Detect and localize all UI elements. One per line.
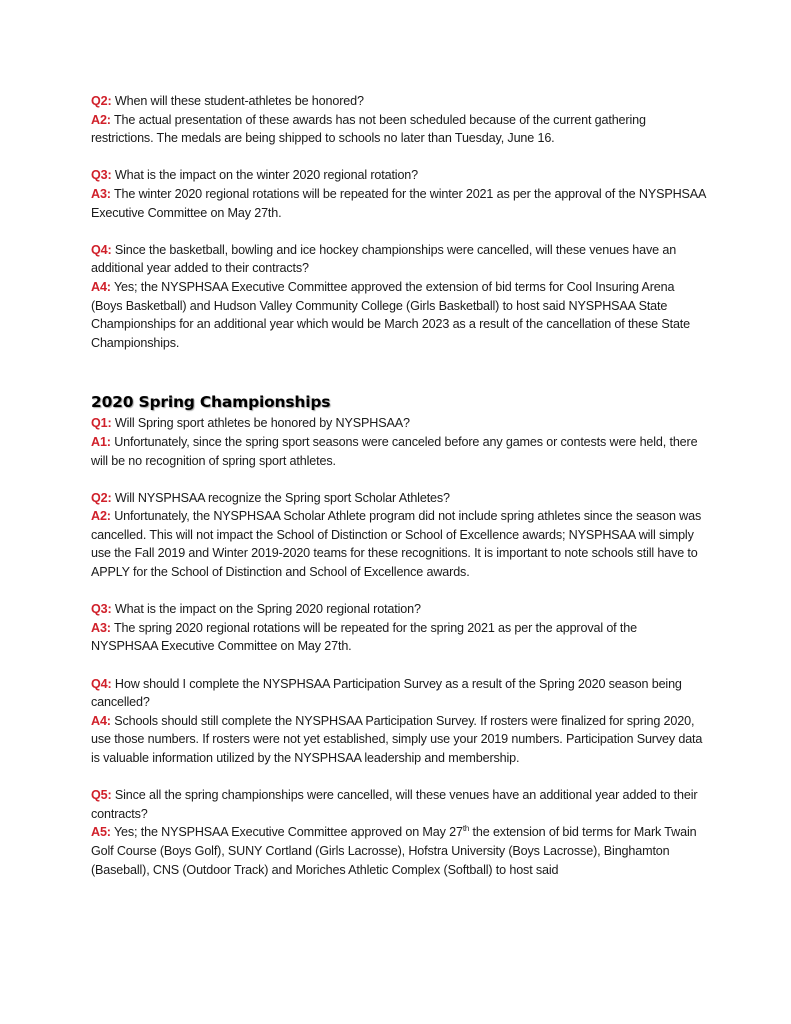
question xyxy=(91,166,706,185)
question-label: Q4: xyxy=(91,676,112,691)
answer-text: Unfortunately, since the spring sport seasons were canceled before any games or contests were held, there will be no recognition of spring sport athletes. xyxy=(91,434,698,468)
question-text: Since the basketball, bowling and ice hockey championships were cancelled, will these venues have an additional year added to their contracts? xyxy=(91,242,677,276)
question xyxy=(91,489,706,508)
answer-text: The spring 2020 regional rotations will be repeated for the spring 2021 as per the approval of the NYSPHSAA Executive Committee on May 27th. xyxy=(91,620,637,654)
answer xyxy=(91,823,706,879)
answer-label: A4: xyxy=(91,713,111,728)
answer-text-part2: the extension of bid terms for Mark Twain Golf Course (Boys Golf), SUNY Cortland (Girls Lacrosse), Hofstra University (Boys Lacrosse), Binghamton (Baseball), CNS (Outdoor Track) and Moriches Athletic Complex (Softball) to host said xyxy=(91,825,697,877)
answer-text: The actual presentation of these awards has not been scheduled because of the current gathering restrictions. The medals are being shipped to schools no later than Tuesday, June 16. xyxy=(91,112,646,146)
answer xyxy=(91,185,706,222)
section-heading-spring: 2020 Spring Championships xyxy=(91,393,331,412)
question xyxy=(91,786,706,823)
question-text: How should I complete the NYSPHSAA Participation Survey as a result of the Spring 2020 season being cancelled? xyxy=(91,676,682,710)
question-label: Q1: xyxy=(91,416,112,431)
answer-label: A1: xyxy=(91,434,111,449)
answer xyxy=(91,507,706,581)
answer-text: Yes; the NYSPHSAA Executive Committee approved the extension of bid terms for Cool Insuring Arena (Boys Basketball) and Hudson Valley Community College (Girls Basketball) to host said NYSPHSAA State Championships for an additional year which would be March 2023 as a result of the cancellation of these State Championships. xyxy=(91,279,691,350)
question-label: Q4: xyxy=(91,242,112,257)
answer xyxy=(91,278,706,352)
answer-text: Unfortunately, the NYSPHSAA Scholar Athlete program did not include spring athletes since the season was cancelled. This will not impact the School of Distinction or School of Excellence awards; NYSPHSAA will simply use the Fall 2019 and Winter 2019-2020 teams for these recognitions. It is important to note schools still have to APPLY for the School of Distinction and School of Excellence awards. xyxy=(91,509,702,580)
question-label: Q3: xyxy=(91,168,112,183)
question-text: Will NYSPHSAA recognize the Spring sport Scholar Athletes? xyxy=(111,490,450,505)
answer-label: A5: xyxy=(91,825,111,840)
answer-label: A3: xyxy=(91,186,111,201)
question-text: Will Spring sport athletes be honored by NYSPHSAA? xyxy=(111,416,410,431)
answer-label: A3: xyxy=(91,620,111,635)
answer-label: A2: xyxy=(91,112,111,127)
answer-label: A4: xyxy=(91,279,111,294)
question xyxy=(91,600,706,619)
answer xyxy=(91,433,706,470)
faq-item-winter-q4 xyxy=(91,241,706,353)
question xyxy=(91,414,706,433)
question-label: Q5: xyxy=(91,788,112,803)
answer-label: A2: xyxy=(91,509,111,524)
answer xyxy=(91,619,706,656)
question-text: What is the impact on the winter 2020 regional rotation? xyxy=(111,168,419,183)
answer xyxy=(91,712,706,768)
faq-item-spring-q3 xyxy=(91,600,706,656)
answer-text: The winter 2020 regional rotations will be repeated for the winter 2021 as per the approval of the NYSPHSAA Executive Committee on May 27th. xyxy=(91,186,706,220)
question-label: Q2: xyxy=(91,94,112,108)
faq-item-spring-q2 xyxy=(91,489,706,582)
question-text: When will these student-athletes be honored? xyxy=(111,94,364,108)
question xyxy=(91,241,706,278)
question-text: What is the impact on the Spring 2020 regional rotation? xyxy=(111,602,421,617)
question-text: Since all the spring championships were cancelled, will these venues have an additional year added to their contracts? xyxy=(91,788,698,821)
question-label: Q2: xyxy=(91,490,112,505)
ordinal-suffix: th xyxy=(462,824,470,834)
faq-item-winter-q2 xyxy=(91,92,706,148)
question xyxy=(91,675,706,712)
answer-text-part1: Yes; the NYSPHSAA Executive Committee approved on May 27 xyxy=(110,825,463,840)
question xyxy=(91,92,706,111)
faq-item-spring-q1 xyxy=(91,414,706,470)
answer-text: Schools should still complete the NYSPHSAA Participation Survey. If rosters were finalized for spring 2020, use those numbers. If rosters were not yet established, simply use your 2019 numbers. Participation Survey data is valuable information utilized by the NYSPHSAA leadership and membership. xyxy=(91,713,703,765)
faq-item-spring-q4 xyxy=(91,675,706,768)
faq-item-spring-q5 xyxy=(91,786,706,879)
faq-item-winter-q3 xyxy=(91,166,706,222)
question-label: Q3: xyxy=(91,602,112,617)
document-page xyxy=(91,92,706,898)
answer xyxy=(91,111,706,148)
